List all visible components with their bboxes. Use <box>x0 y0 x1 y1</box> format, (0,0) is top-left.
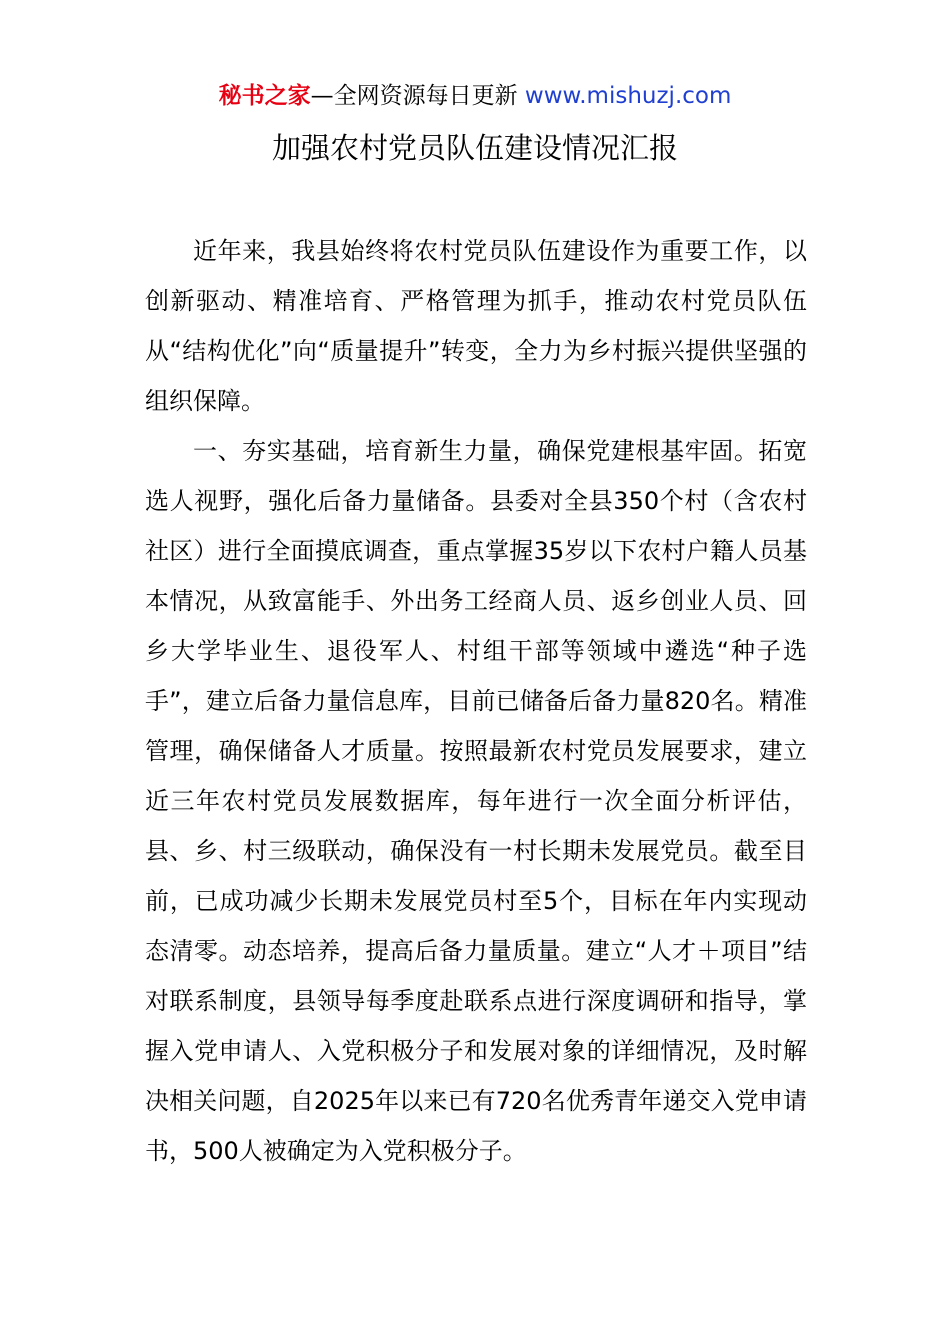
header-tagline: —全网资源每日更新 <box>310 83 518 109</box>
site-url[interactable]: www.mishuzj.com <box>524 83 732 109</box>
paragraph-section-one: 一、夯实基础，培育新生力量，确保党建根基牢固。拓宽选人视野，强化后备力量储备。县委对全县350个村（含农村社区）进行全面摸底调查，重点掌握35岁以下农村户籍人员基本情况，从致富能手、外出务工经商人员、返乡创业人员、回乡大学毕业生、退役军人、村组干部等领域中遴选“种子选手”，建立后备力量信息库，目前已储备后备力量820名。精准管理，确保储备人才质量。按照最新农村党员发展要求，建立近三年农村党员发展数据库，每年进行一次全面分析评估，县、乡、村三级联动，确保没有一村长期未发展党员。截至目前，已成功减少长期未发展党员村至5个，目标在年内实现动态清零。动态培养，提高后备力量质量。建立“人才＋项目”结对联系制度，县领导每季度赴联系点进行深度调研和指导，掌握入党申请人、入党积极分子和发展对象的详细情况，及时解决相关问题，自2025年以来已有720名优秀青年递交入党申请书，500人被确定为入党积极分子。 <box>145 437 807 1165</box>
site-header <box>0 80 950 112</box>
document-title: 加强农村党员队伍建设情况汇报 <box>271 131 678 165</box>
document-body <box>145 226 807 1176</box>
brand-name: 秘书之家 <box>218 83 311 109</box>
paragraph-intro: 近年来，我县始终将农村党员队伍建设作为重要工作，以创新驱动、精准培育、严格管理为抓手，推动农村党员队伍从“结构优化”向“质量提升”转变，全力为乡村振兴提供坚强的组织保障。 <box>145 237 807 415</box>
